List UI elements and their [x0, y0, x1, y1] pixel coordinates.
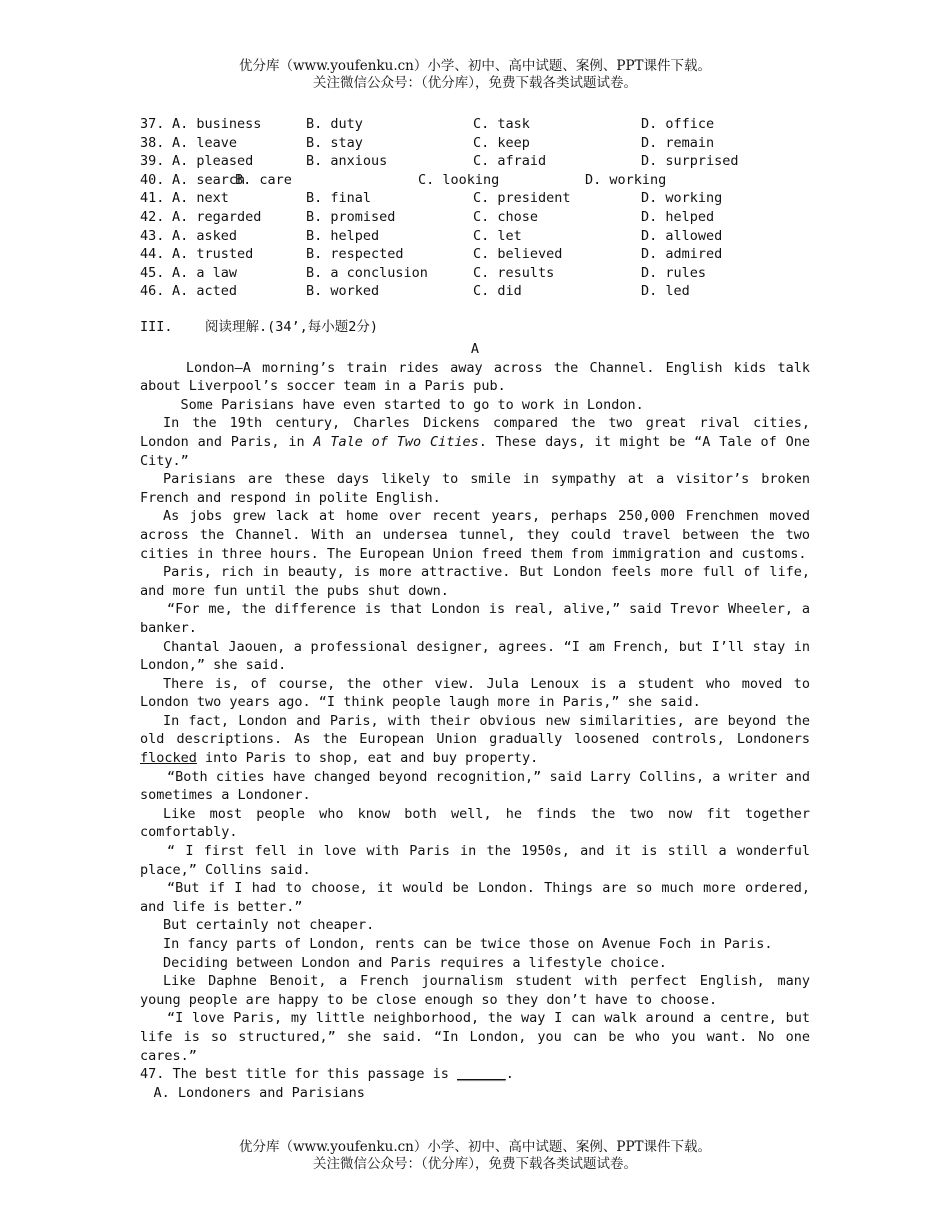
option-b: B. duty	[306, 116, 363, 132]
option-c: C. afraid	[473, 153, 547, 170]
text: .	[505, 1066, 514, 1083]
page-footer	[0, 1139, 950, 1173]
option-b: B. respected	[306, 246, 404, 263]
paragraph: In fancy parts of London, rents can be twice those on Avenue Foch in Paris.	[162, 936, 773, 952]
option-c: C. task	[473, 116, 530, 132]
paragraph: Like Daphne Benoit, a French journalism student with perfect English, many young people are happy to be close enough so they don’t have to choose.	[140, 973, 810, 1008]
option-a: A. next	[172, 190, 229, 207]
question-number: 46.	[140, 283, 165, 300]
paragraph: As jobs grew lack at home over recent years, perhaps 250,000 Frenchmen moved across the Channel. With an undersea tunnel, they could travel between the two cities in three hours. The European Union freed them from immigration and customs.	[140, 508, 810, 562]
option-row	[140, 189, 820, 208]
text: into Paris to shop, eat and buy property.	[196, 750, 539, 767]
option-a: A. pleased	[172, 153, 254, 170]
paragraph: Like most people who know both well, he finds the two now fit together comfortably.	[140, 805, 810, 841]
header-line-1: 优分库（www.youfenku.cn）小学、初中、高中试题、案例、PPT课件下载。	[238, 58, 712, 74]
answer-option-a: A. Londoners and Parisians	[153, 1084, 365, 1101]
option-row	[140, 264, 820, 283]
header-line-2: 关注微信公众号：（优分库），免费下载各类试题试卷。	[313, 75, 637, 91]
option-d: D. surprised	[641, 153, 739, 170]
option-a: A. search	[172, 171, 246, 188]
question-number: 43.	[140, 227, 165, 244]
paragraph: Paris, rich in beauty, is more attractive. But London feels more full of life, and more fun until the pubs shut down.	[140, 564, 810, 599]
option-a: A. leave	[172, 134, 238, 151]
footer-line-1: 优分库（www.youfenku.cn）小学、初中、高中试题、案例、PPT课件下载。	[238, 1139, 712, 1155]
option-b: B. final	[306, 190, 372, 207]
text: In the 19th century, Charles Dickens compared the two great rival cities, London and Paris, in	[140, 415, 810, 450]
paragraph: Parisians are these days likely to smile in sympathy at a visitor’s broken French and respond in polite English.	[140, 471, 810, 506]
option-row	[140, 152, 820, 171]
option-b: B. a conclusion	[306, 264, 428, 281]
paragraph: Some Parisians have even started to go to work in London.	[180, 396, 644, 413]
answer-blank: ______	[457, 1066, 506, 1083]
paragraph: “Both cities have changed beyond recognition,” said Larry Collins, a writer and sometimes a Londoner.	[140, 768, 810, 804]
option-row	[140, 245, 820, 264]
question-number: 42.	[140, 208, 165, 225]
option-d: D. office	[641, 116, 715, 132]
question-number: 40.	[140, 171, 165, 188]
paragraph: “But if I had to choose, it would be London. Things are so much more ordered, and life is better.”	[140, 880, 810, 915]
passage-title: A	[470, 341, 480, 357]
text: . These days, it might be “A Tale of One City.”	[140, 433, 810, 469]
paragraph: “I love Paris, my little neighborhood, the way I can walk around a centre, but life is so structured,” she said. “In London, you can be who you want. No one cares.”	[140, 1010, 810, 1064]
paragraph	[140, 712, 810, 768]
section-title: 阅读理解.(34’,每小题2分)	[205, 319, 379, 335]
option-d: D. working	[641, 190, 723, 207]
option-c: C. looking	[418, 171, 500, 188]
option-a: A. a law	[172, 264, 238, 281]
option-d: D. rules	[641, 264, 707, 281]
underlined-word: flocked	[140, 750, 197, 767]
section-number: III.	[140, 319, 173, 335]
option-a: A. acted	[172, 283, 238, 300]
option-a: A. regarded	[172, 208, 262, 225]
option-c: C. chose	[473, 208, 539, 225]
option-c: C. president	[473, 190, 571, 207]
book-title: A Tale of Two Cities	[313, 433, 479, 450]
question-stem	[140, 1065, 810, 1084]
question-number: 38.	[140, 134, 165, 151]
question-number: 37.	[140, 116, 165, 132]
text: In fact, London and Paris, with their obvious new similarities, are beyond the old descriptions. As the European Union gradually loosened controls, Londoners	[140, 712, 810, 748]
option-row	[140, 282, 820, 301]
paragraph	[140, 414, 810, 470]
paragraph: Chantal Jaouen, a professional designer, agrees. “I am French, but I’ll stay in London,” she said.	[140, 638, 810, 674]
section-heading	[140, 318, 378, 337]
page-header	[0, 58, 950, 92]
option-a: A. trusted	[172, 246, 254, 263]
question-number: 41.	[140, 190, 165, 207]
option-c: C. results	[473, 264, 555, 281]
option-row	[140, 171, 820, 190]
option-d: D. helped	[641, 208, 715, 225]
reading-passage	[140, 340, 810, 1102]
option-row	[140, 134, 820, 153]
paragraph: There is, of course, the other view. Jula Lenoux is a student who moved to London two years ago. “I think people laugh more in Paris,” she said.	[140, 675, 810, 711]
question-number: 44.	[140, 246, 165, 263]
paragraph: “ I first fell in love with Paris in the 1950s, and it is still a wonderful place,” Collins said.	[140, 843, 810, 878]
question-number: 45.	[140, 264, 165, 281]
option-d: D. allowed	[641, 227, 723, 244]
option-row	[140, 115, 820, 134]
option-c: C. believed	[473, 246, 563, 263]
option-d: D. working	[585, 171, 667, 188]
option-b: B. worked	[306, 283, 380, 300]
text: 47. The best title for this passage is	[140, 1066, 449, 1083]
paragraph: London—A morning’s train rides away across the Channel. English kids talk about Liverpool’s soccer team in a Paris pub.	[140, 359, 810, 395]
option-row	[140, 208, 820, 227]
option-a: A. business	[172, 116, 262, 132]
option-b: B. helped	[306, 227, 380, 244]
option-d: D. remain	[641, 134, 715, 151]
option-b: B. stay	[306, 134, 363, 151]
options-list	[140, 115, 820, 301]
option-row	[140, 227, 820, 246]
paragraph: But certainly not cheaper.	[162, 917, 375, 934]
option-b: B. promised	[306, 208, 396, 225]
option-c: C. let	[473, 227, 522, 244]
option-d: D. admired	[641, 246, 723, 263]
option-b: B. anxious	[306, 153, 388, 170]
question-number: 39.	[140, 153, 165, 170]
option-c: C. keep	[473, 134, 530, 151]
paragraph: “For me, the difference is that London is real, alive,” said Trevor Wheeler, a banker.	[140, 601, 810, 636]
option-c: C. did	[473, 283, 522, 300]
footer-line-2: 关注微信公众号：（优分库），免费下载各类试题试卷。	[313, 1156, 637, 1172]
option-b: B. care	[235, 171, 292, 188]
paragraph: Deciding between London and Paris requires a lifestyle choice.	[162, 954, 667, 971]
option-a: A. asked	[172, 227, 238, 244]
option-d: D. led	[641, 283, 690, 300]
